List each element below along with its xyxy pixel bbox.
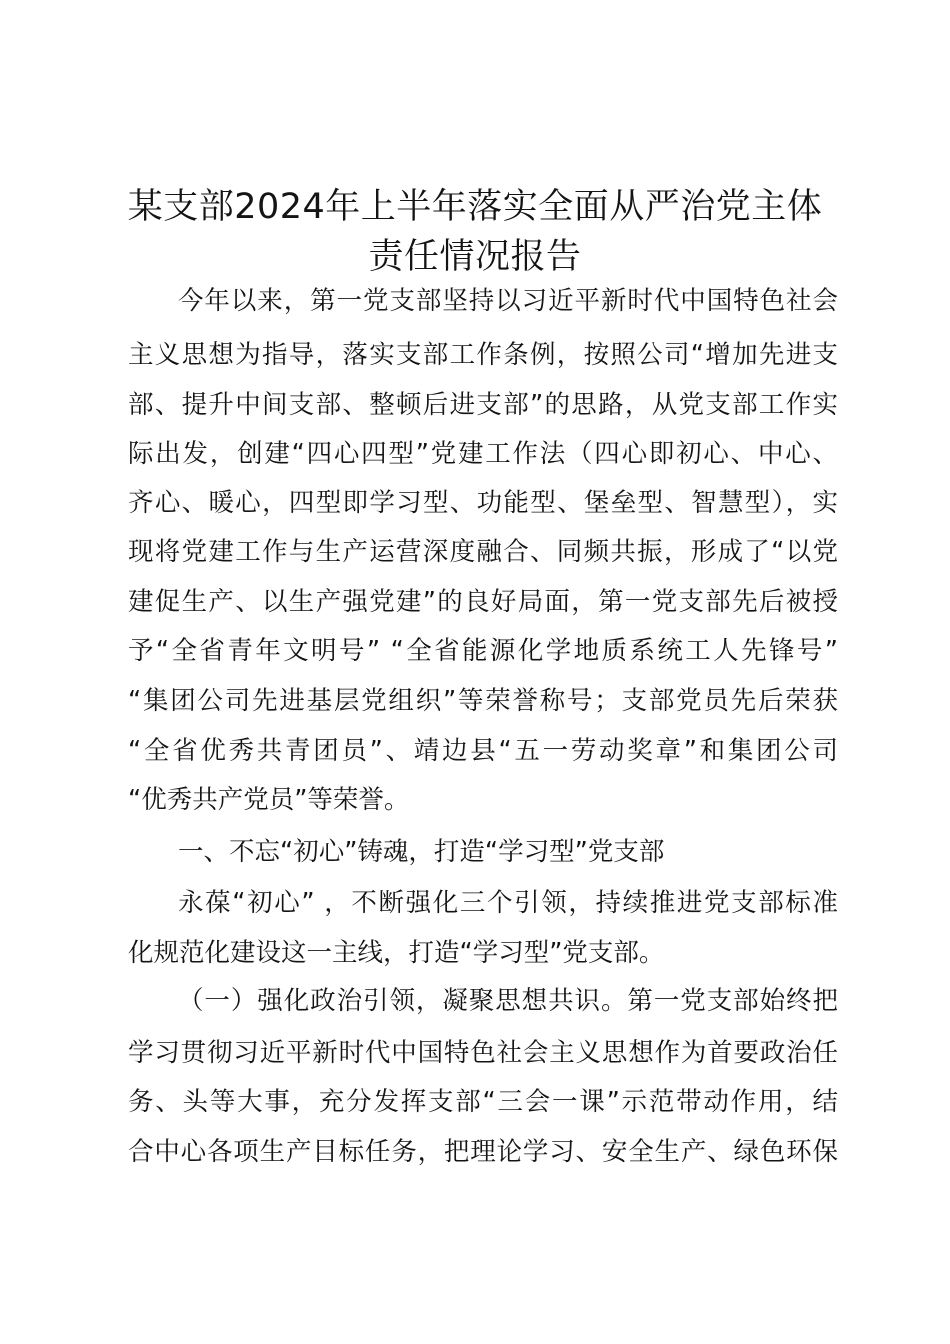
paragraph-line: 予“全省青年文明号” “全省能源化学地质系统工人先锋号” bbox=[128, 636, 838, 666]
paragraph-line: 际出发，创建“四心四型”党建工作法（四心即初心、中心、 bbox=[128, 439, 838, 469]
paragraph-line: 现将党建工作与生产运营深度融合、同频共振，形成了“以党 bbox=[128, 537, 838, 567]
paragraph-line: 部、提升中间支部、整顿后进支部”的思路，从党支部工作实 bbox=[128, 390, 838, 420]
document-title-line-2: 责任情况报告 bbox=[368, 237, 582, 277]
paragraph-line: 齐心、暖心，四型即学习型、功能型、堡垒型、智慧型），实 bbox=[128, 488, 838, 518]
paragraph-line: “集团公司先进基层党组织”等荣誉称号；支部党员先后荣获 bbox=[128, 686, 838, 716]
paragraph-line: 建促生产、以生产强党建”的良好局面，第一党支部先后被授 bbox=[128, 587, 838, 617]
paragraph-line: “优秀共产党员”等荣誉。 bbox=[128, 785, 410, 815]
paragraph-line: 今年以来，第一党支部坚持以习近平新时代中国特色社会 bbox=[178, 286, 838, 316]
paragraph-line: 学习贯彻习近平新时代中国特色社会主义思想作为首要政治任 bbox=[128, 1038, 838, 1068]
document-title-line-1: 某支部2024年上半年落实全面从严治党主体 bbox=[127, 187, 823, 227]
paragraph-line: 主义思想为指导，落实支部工作条例，按照公司“增加先进支 bbox=[128, 340, 838, 370]
subsection-line: （一）强化政治引领，凝聚思想共识。第一党支部始终把 bbox=[178, 986, 838, 1016]
paragraph-line: 合中心各项生产目标任务，把理论学习、安全生产、绿色环保 bbox=[128, 1137, 838, 1167]
paragraph-line: 永葆“初心” ，不断强化三个引领，持续推进党支部标准 bbox=[178, 888, 838, 918]
paragraph-line: 化规范化建设这一主线，打造“学习型”党支部。 bbox=[128, 938, 665, 968]
paragraph-line: 务、头等大事，充分发挥支部“三会一课”示范带动作用，结 bbox=[128, 1087, 838, 1117]
section-heading: 一、不忘“初心”铸魂，打造“学习型”党支部 bbox=[178, 837, 665, 867]
paragraph-line: “全省优秀共青团员”、靖边县“五一劳动奖章”和集团公司 bbox=[128, 736, 838, 766]
